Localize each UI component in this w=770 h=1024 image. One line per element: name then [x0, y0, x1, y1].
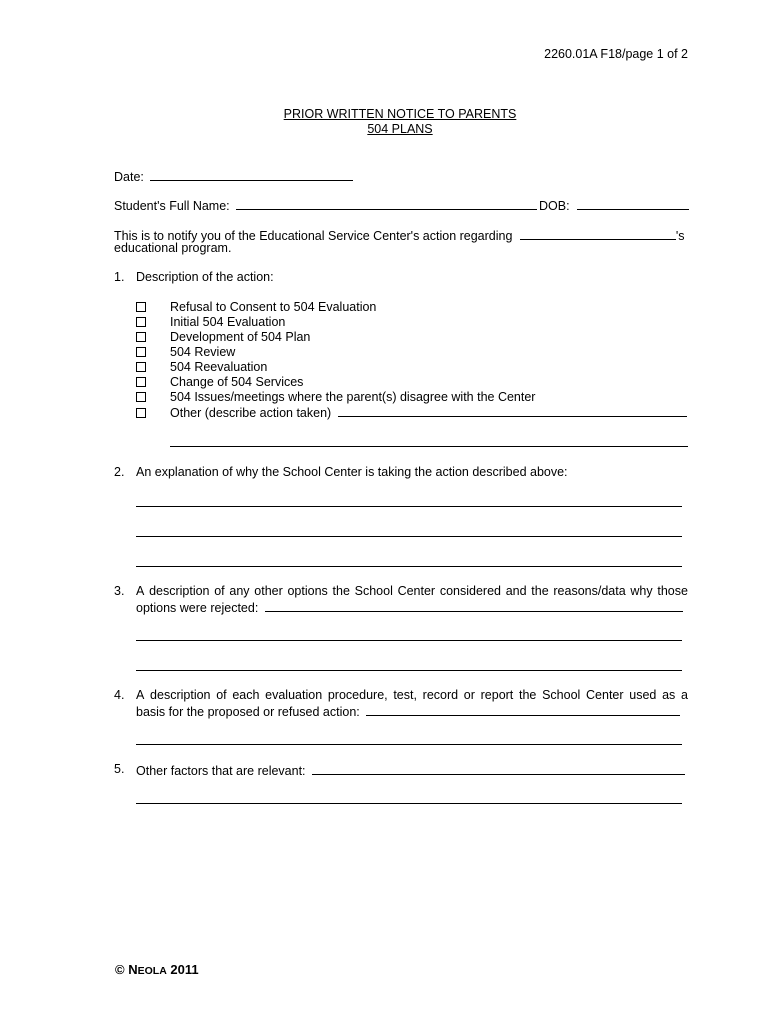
- rejected-options-input-line[interactable]: [265, 599, 683, 612]
- other-action-input-line-2[interactable]: [170, 446, 688, 447]
- word: of: [216, 688, 227, 702]
- other-factors-input-line[interactable]: [312, 762, 685, 775]
- word: options: [287, 584, 328, 598]
- item-5-text: Other factors that are relevant:: [136, 764, 306, 778]
- checkbox-row[interactable]: [136, 330, 310, 345]
- item-3-number: 3.: [114, 584, 125, 598]
- word: considered: [439, 584, 501, 598]
- evaluation-basis-input-line[interactable]: [366, 703, 680, 716]
- rejected-options-input-line[interactable]: [136, 640, 682, 641]
- student-name-label: Student's Full Name:: [114, 199, 230, 213]
- other-factors-input-line[interactable]: [136, 803, 682, 804]
- checkbox-label: Development of 504 Plan: [170, 330, 311, 344]
- word: the: [332, 584, 350, 598]
- checkbox-label: Change of 504 Services: [170, 375, 304, 389]
- checkbox-label: Refusal to Consent to 504 Evaluation: [170, 300, 377, 314]
- word: the: [531, 584, 549, 598]
- explanation-input-line[interactable]: [136, 566, 682, 567]
- notify-text: This is to notify you of the Educational Service Center's action regarding: [114, 229, 513, 243]
- word: description: [149, 584, 210, 598]
- explanation-input-line[interactable]: [136, 506, 682, 507]
- word: and: [505, 584, 527, 598]
- word: as: [662, 688, 676, 702]
- word: used: [629, 688, 657, 702]
- notify-possessive: 's: [675, 229, 685, 243]
- checkbox[interactable]: [136, 362, 146, 372]
- word: why: [630, 584, 653, 598]
- item-5-row: [136, 762, 685, 779]
- copyright-year: 2011: [170, 962, 199, 977]
- word: or: [463, 688, 475, 702]
- word: any: [229, 584, 250, 598]
- word: reasons/data: [553, 584, 626, 598]
- item-4-text: [136, 688, 688, 703]
- word: School: [354, 584, 393, 598]
- word: evaluation: [265, 688, 323, 702]
- item-2-number: 2.: [114, 465, 125, 479]
- notify-text-continued: educational program.: [114, 241, 232, 255]
- item-4-continuation: [136, 703, 680, 720]
- word: record: [422, 688, 459, 702]
- item-1-text: Description of the action:: [136, 270, 274, 284]
- word: A: [136, 688, 145, 702]
- form-reference: 2260.01A F18/page 1 of 2: [544, 47, 688, 61]
- checkbox[interactable]: [136, 392, 146, 402]
- checkbox[interactable]: [136, 332, 146, 342]
- word: test,: [393, 688, 417, 702]
- checkbox-row[interactable]: [136, 375, 303, 390]
- checkbox[interactable]: [136, 347, 146, 357]
- brand-name: [128, 962, 167, 977]
- checkbox[interactable]: [136, 408, 146, 418]
- student-name-input-line[interactable]: [236, 197, 537, 210]
- item-1-number: 1.: [114, 270, 125, 284]
- checkbox-label: Other (describe action taken): [170, 406, 332, 420]
- word: the: [518, 688, 537, 702]
- word: a: [680, 688, 688, 702]
- item-2-text: An explanation of why the School Center is taking the action described above:: [136, 465, 568, 479]
- word: each: [232, 688, 260, 702]
- student-name-field: [114, 197, 537, 214]
- item-4-number: 4.: [114, 688, 125, 702]
- item-4-text-line-2: basis for the proposed or refused action:: [136, 705, 360, 719]
- checkbox-row[interactable]: [136, 360, 267, 375]
- brand-rest: EOLA: [137, 965, 167, 977]
- item-3-continuation: [136, 599, 683, 616]
- date-field: [114, 168, 353, 185]
- word: other: [254, 584, 283, 598]
- checkbox-label: 504 Reevaluation: [170, 360, 268, 374]
- word: report: [480, 688, 514, 702]
- other-action-input-line[interactable]: [338, 404, 687, 417]
- word: those: [657, 584, 688, 598]
- word: Center: [586, 688, 624, 702]
- dob-field: [539, 197, 689, 214]
- checkbox-row[interactable]: [136, 390, 535, 405]
- date-input-line[interactable]: [150, 168, 353, 181]
- word: procedure,: [327, 688, 388, 702]
- checkbox-label: Initial 504 Evaluation: [170, 315, 286, 329]
- child-name-input-line[interactable]: [520, 227, 676, 240]
- checkbox-row[interactable]: [136, 345, 235, 360]
- checkbox-row[interactable]: [136, 315, 285, 330]
- copyright-symbol: ©: [115, 962, 125, 977]
- item-5-number: 5.: [114, 762, 125, 776]
- item-3-text: [136, 584, 688, 599]
- form-subtitle: 504 PLANS: [367, 122, 433, 136]
- word: School: [542, 688, 581, 702]
- item-3-text-line-2: options were rejected:: [136, 601, 259, 615]
- word: of: [214, 584, 225, 598]
- word: A: [136, 584, 145, 598]
- checkbox[interactable]: [136, 302, 146, 312]
- word: description: [150, 688, 211, 702]
- date-label: Date:: [114, 170, 144, 184]
- checkbox[interactable]: [136, 377, 146, 387]
- form-title: PRIOR WRITTEN NOTICE TO PARENTS: [283, 107, 517, 121]
- brand-initial: N: [128, 962, 138, 977]
- checkbox-row-other[interactable]: [136, 404, 687, 419]
- dob-label: DOB:: [539, 199, 570, 213]
- dob-input-line[interactable]: [577, 197, 689, 210]
- rejected-options-input-line[interactable]: [136, 670, 682, 671]
- explanation-input-line[interactable]: [136, 536, 682, 537]
- checkbox-label: 504 Issues/meetings where the parent(s) disagree with the Center: [170, 390, 536, 404]
- checkbox-row[interactable]: [136, 300, 376, 315]
- checkbox-label: 504 Review: [170, 345, 236, 359]
- word: Center: [397, 584, 436, 598]
- checkbox[interactable]: [136, 317, 146, 327]
- copyright-footer: [115, 962, 199, 979]
- evaluation-basis-input-line[interactable]: [136, 744, 682, 745]
